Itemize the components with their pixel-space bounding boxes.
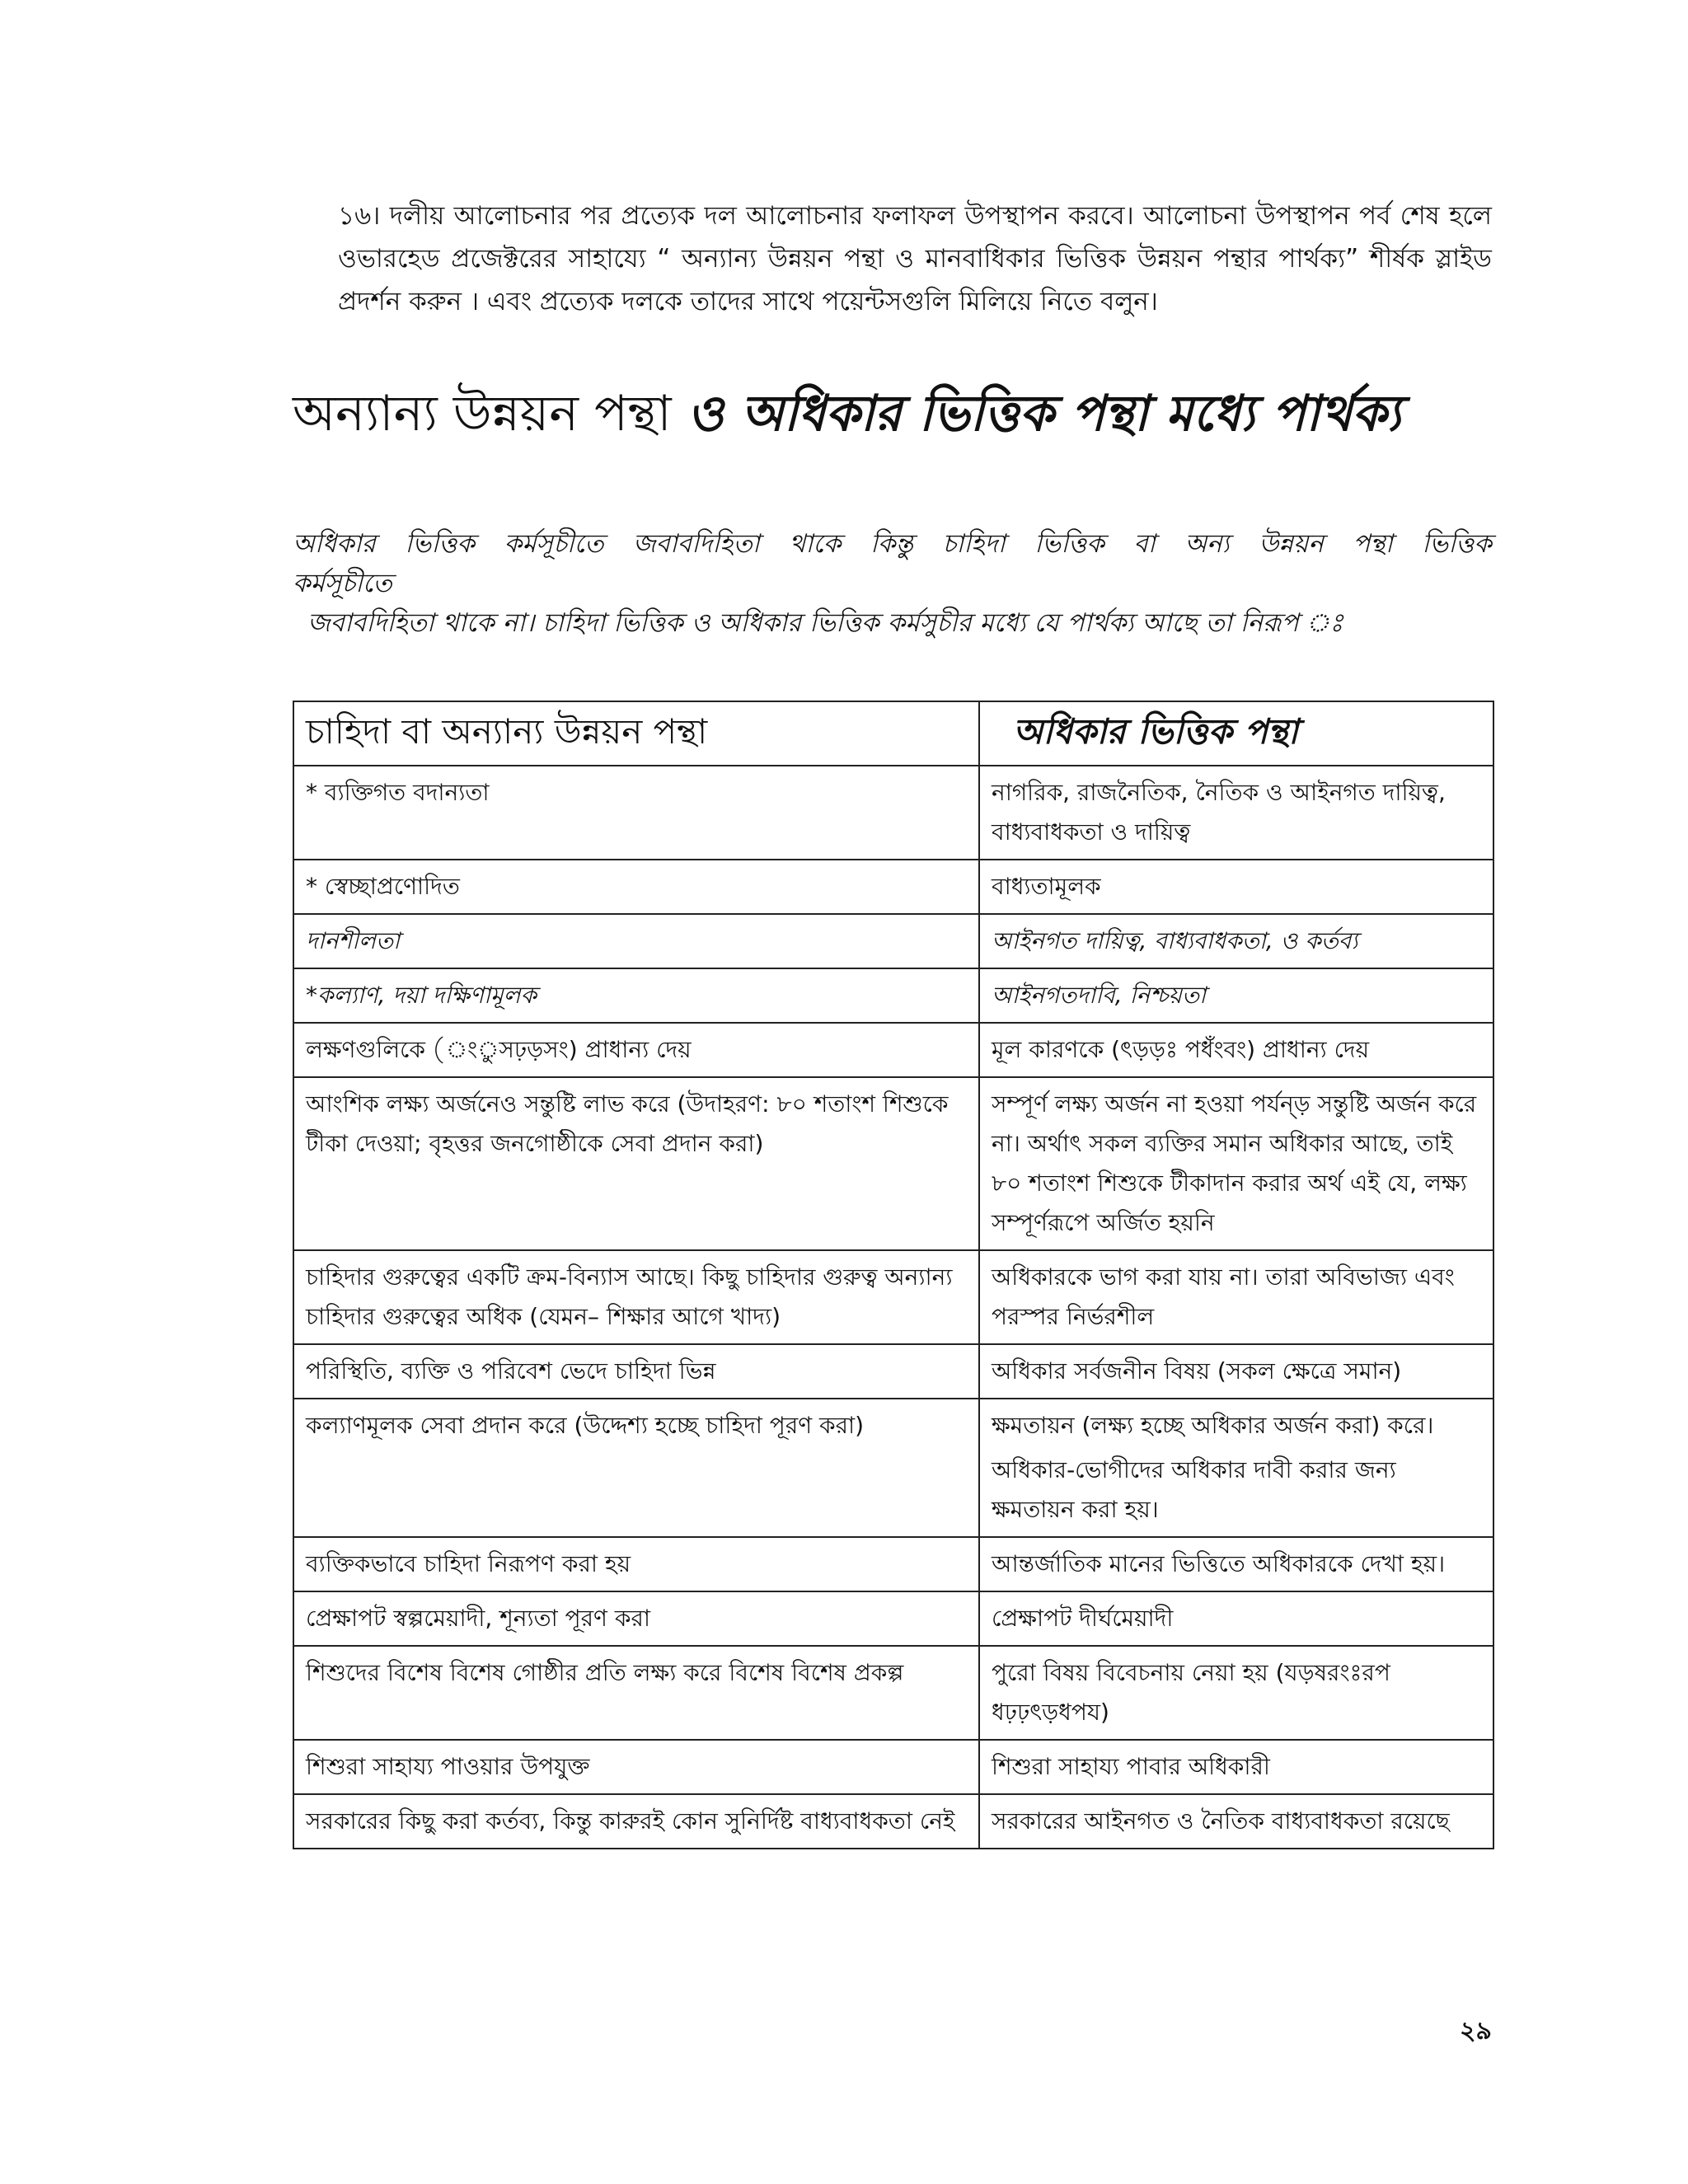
rights-cell: মূল কারণকে (ৎড়ড়ঃ পধঁংবং) প্রাধান্য দেয়: [979, 1023, 1493, 1077]
table-row: [293, 1794, 1493, 1849]
rights-cell: অধিকারকে ভাগ করা যায় না। তারা অবিভাজ্য এবং পরস্পর নির্ভরশীল: [979, 1250, 1493, 1344]
needs-cell: কল্যাণমূলক সেবা প্রদান করে (উদ্দেশ্য হচ্ছে চাহিদা পূরণ করা): [293, 1399, 979, 1537]
comparison-table: [293, 701, 1494, 1849]
needs-cell: চাহিদার গুরুত্বের একটি ক্রম-বিন্যাস আছে। কিছু চাহিদার গুরুত্ব অন্যান্য চাহিদার গুরুত্বের অধিক (যেমন– শিক্ষার আগে খাদ্য): [293, 1250, 979, 1344]
rights-cell: আন্তর্জাতিক মানের ভিত্তিতে অধিকারকে দেখা হয়।: [979, 1537, 1493, 1591]
lead-text: [293, 524, 1492, 643]
rights-cell: আইনগত দায়িত্ব, বাধ্যবাধকতা, ও কর্তব্য: [979, 914, 1493, 968]
table-row: [293, 968, 1493, 1023]
rights-cell: পুরো বিষয় বিবেচনায় নেয়া হয় (যড়ষরংঃরপ ধঢ়ঢ়ৎড়ধপয): [979, 1646, 1493, 1740]
needs-cell: লক্ষণগুলিকে (ংুসঢ়ড়সং) প্রাধান্য দেয়: [293, 1023, 979, 1077]
needs-cell: প্রেক্ষাপট স্বল্পমেয়াদী, শূন্যতা পূরণ করা: [293, 1591, 979, 1646]
needs-cell: শিশুদের বিশেষ বিশেষ গোষ্ঠীর প্রতি লক্ষ্য করে বিশেষ বিশেষ প্রকল্প: [293, 1646, 979, 1740]
rights-cell: সম্পূর্ণ লক্ষ্য অর্জন না হওয়া পর্যন্ড় সন্তুষ্টি অর্জন করে না। অর্থাৎ সকল ব্যক্তির সমান অধিকার আছে, তাই ৮০ শতাংশ শিশুকে টীকাদান করার অর্থ এই যে, লক্ষ্য সম্পূর্ণরূপে অর্জিত হয়নি: [979, 1077, 1493, 1250]
page-number: ২৯: [1460, 2017, 1492, 2046]
needs-cell: * স্বেচ্ছাপ্রণোদিত: [293, 860, 979, 914]
rights-cell: বাধ্যতামূলক: [979, 860, 1493, 914]
lead-line-2: কর্মসূচীতে: [293, 569, 392, 598]
needs-cell: পরিস্থিতি, ব্যক্তি ও পরিবেশ ভেদে চাহিদা ভিন্ন: [293, 1344, 979, 1399]
heading-part-2: ও অধিকার ভিত্তিক পন্থা মধ্যে পার্থক্য: [687, 385, 1401, 443]
section-heading: [293, 381, 1529, 447]
rights-cell: শিশুরা সাহায্য পাবার অধিকারী: [979, 1740, 1493, 1794]
needs-cell: শিশুরা সাহায্য পাওয়ার উপযুক্ত: [293, 1740, 979, 1794]
table-row: [293, 1537, 1493, 1591]
table-row: [293, 1023, 1493, 1077]
rights-cell: অধিকার সর্বজনীন বিষয় (সকল ক্ষেত্রে সমান): [979, 1344, 1493, 1399]
rights-cell: [979, 1399, 1493, 1537]
table-row: [293, 1740, 1493, 1794]
table-row: [293, 1646, 1493, 1740]
rights-cell-text: ক্ষমতায়ন (লক্ষ্য হচ্ছে অধিকার অর্জন করা) করে।: [992, 1412, 1434, 1439]
table-row: [293, 1591, 1493, 1646]
lead-line-3: জবাবদিহিতা থাকে না। চাহিদা ভিত্তিক ও অধিকার ভিত্তিক কর্মসুচীর মধ্যে যে পার্থক্য আছে তা নিরূপ ঃ: [307, 608, 1343, 638]
rights-cell: আইনগতদাবি, নিশ্চয়তা: [979, 968, 1493, 1023]
header-rights-based: অধিকার ভিত্তিক পন্থা: [979, 701, 1493, 766]
needs-cell: সরকারের কিছু করা কর্তব্য, কিন্তু কারুরই কোন সুনির্দিষ্ট বাধ্যবাধকতা নেই: [293, 1794, 979, 1849]
table-row: [293, 1077, 1493, 1250]
lead-line-1: অধিকার ভিত্তিক কর্মসূচীতে জবাবদিহিতা থাকে কিন্তু চাহিদা ভিত্তিক বা অন্য উন্নয়ন পন্থা ভিত্তিক: [293, 529, 1492, 559]
needs-cell: *কল্যাণ, দয়া দক্ষিণামূলক: [293, 968, 979, 1023]
table-header-row: [293, 701, 1493, 766]
table-row: [293, 1250, 1493, 1344]
rights-cell: সরকারের আইনগত ও নৈতিক বাধ্যবাধকতা রয়েছে: [979, 1794, 1493, 1849]
table-row: [293, 860, 1493, 914]
table-row: [293, 766, 1493, 860]
needs-cell: দানশীলতা: [293, 914, 979, 968]
needs-cell: ব্যক্তিকভাবে চাহিদা নিরূপণ করা হয়: [293, 1537, 979, 1591]
header-needs-based: চাহিদা বা অন্যান্য উন্নয়ন পন্থা: [293, 701, 979, 766]
heading-part-1: অন্যান্য উন্নয়ন পন্থা: [293, 385, 687, 443]
rights-cell: নাগরিক, রাজনৈতিক, নৈতিক ও আইনগত দায়িত্ব, বাধ্যবাধকতা ও দায়িত্ব: [979, 766, 1493, 860]
needs-cell: আংশিক লক্ষ্য অর্জনেও সন্তুষ্টি লাভ করে (উদাহরণ: ৮০ শতাংশ শিশুকে টীকা দেওয়া; বৃহত্তর জনগোষ্ঠীকে সেবা প্রদান করা): [293, 1077, 979, 1250]
table-row: [293, 914, 1493, 968]
needs-cell: * ব্যক্তিগত বদান্যতা: [293, 766, 979, 860]
intro-section: [338, 194, 1492, 323]
table-row: [293, 1344, 1493, 1399]
table-row: [293, 1399, 1493, 1537]
intro-paragraph: ১৬। দলীয় আলোচনার পর প্রত্যেক দল আলোচনার ফলাফল উপস্থাপন করবে। আলোচনা উপস্থাপন পর্ব শেষ হলে ওভারহেড প্রজেক্টরের সাহায্যে “ অন্যান্য উন্নয়ন পন্থা ও মানবাধিকার ভিত্তিক উন্নয়ন পন্থার পার্থক্য” শীর্ষক স্লাইড প্রদর্শন করুন । এবং প্রত্যেক দলকে তাদের সাথে পয়েন্টসগুলি মিলিয়ে নিতে বলুন।: [338, 201, 1492, 316]
rights-cell: প্রেক্ষাপট দীর্ঘমেয়াদী: [979, 1591, 1493, 1646]
rights-cell-text-extra: অধিকার-ভোগীদের অধিকার দাবী করার জন্য ক্ষমতায়ন করা হয়।: [992, 1456, 1396, 1523]
